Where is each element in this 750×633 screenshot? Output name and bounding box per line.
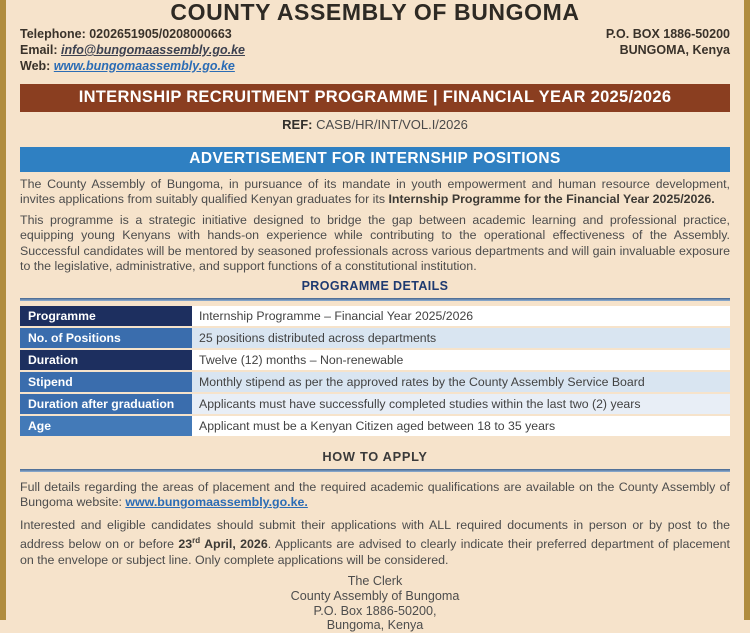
table-row xyxy=(20,416,730,436)
row-label: Programme xyxy=(20,306,192,326)
po-box-line: P.O. BOX 1886-50200 xyxy=(605,27,730,41)
advertisement-banner: ADVERTISEMENT FOR INTERNSHIP POSITIONS xyxy=(20,147,730,172)
table-row xyxy=(20,394,730,416)
web-line xyxy=(20,59,245,75)
address-block xyxy=(20,574,730,632)
document-page xyxy=(6,0,744,633)
deadline-date-rest: April, 2026 xyxy=(200,537,268,552)
row-value: Applicants must have successfully completed studies within the last two (2) years xyxy=(192,394,730,414)
recruitment-banner: INTERNSHIP RECRUITMENT PROGRAMME | FINANCIAL YEAR 2025/2026 xyxy=(20,84,730,112)
address-line-assembly: County Assembly of Bungoma xyxy=(290,588,460,603)
ref-label: REF: xyxy=(282,116,313,132)
programme-details-heading: PROGRAMME DETAILS xyxy=(301,278,449,293)
contact-right-column xyxy=(606,27,730,75)
programme-description-paragraph: This programme is a strategic initiative designed to bridge the gap between academic learning and professional practice, equipping young Kenyans with hands-on experience while contributing to the operational effectiveness of the Assembly. Successful candidates will be mentored by seasoned professionals across various departments and will gain invaluable exposure to the legislative, administrative, and support functions of a constitutional institution. xyxy=(20,212,730,274)
row-label: Duration after graduation xyxy=(20,394,192,414)
intro-paragraph xyxy=(20,177,730,208)
email-link[interactable]: info@bungomaassembly.go.ke xyxy=(61,42,245,57)
row-value: Internship Programme – Financial Year 2025/2026 xyxy=(192,306,730,326)
row-label: Age xyxy=(20,416,192,436)
intro-paragraph-text: The County Assembly of Bungoma, in pursuance of its mandate in youth empowerment and human resource development, invites applications from suitably qualified Kenyan graduates for its xyxy=(20,176,730,207)
deadline-text-after: . Applicants are advised to clearly indicate their preferred department of placement on the envelope or subject line. Only complete applications will be considered. xyxy=(20,537,730,567)
telephone-line: Telephone: 0202651905/0208000663 xyxy=(20,27,232,41)
web-link[interactable]: www.bungomaassembly.go.ke xyxy=(53,58,235,73)
placement-details-paragraph xyxy=(20,480,730,511)
web-label: Web: xyxy=(20,58,54,73)
intro-paragraph-bold: Internship Programme for the Financial Year 2025/2026. xyxy=(388,192,715,207)
table-row xyxy=(20,372,730,394)
how-to-apply-heading: HOW TO APPLY xyxy=(322,448,428,464)
address-line-city: Bungoma, Kenya xyxy=(326,618,424,633)
email-label: Email: xyxy=(20,42,61,57)
row-label: Duration xyxy=(20,350,192,370)
row-value: Applicant must be a Kenyan Citizen aged between 18 to 35 years xyxy=(192,416,730,436)
email-line xyxy=(20,43,245,59)
deadline-ordinal: rd xyxy=(192,536,201,546)
website-link[interactable]: www.bungomaassembly.go.ke. xyxy=(125,495,308,510)
row-value: Twelve (12) months – Non-renewable xyxy=(192,350,730,370)
location-line: BUNGOMA, Kenya xyxy=(619,42,730,57)
table-row xyxy=(20,350,730,372)
table-row xyxy=(20,328,730,350)
address-line-clerk: The Clerk xyxy=(347,574,403,589)
deadline-day: 23 xyxy=(178,537,193,552)
placement-details-text: Full details regarding the areas of placement and the required academic qualifications are available on the County Assembly of Bungoma website: xyxy=(20,479,730,510)
row-value: Monthly stipend as per the approved rates by the County Assembly Service Board xyxy=(192,372,730,392)
row-label: Stipend xyxy=(20,372,192,392)
deadline-paragraph xyxy=(20,518,730,569)
deadline-text-before: Interested and eligible candidates should submit their applications with ALL required documents in person or by post to the address below on or before xyxy=(20,517,730,552)
row-label: No. of Positions xyxy=(20,328,192,348)
ref-value: CASB/HR/INT/VOL.I/2026 xyxy=(312,116,468,132)
address-line-pobox: P.O. Box 1886-50200, xyxy=(313,603,437,618)
page-title: COUNTY ASSEMBLY OF BUNGOMA xyxy=(170,0,580,25)
row-value: 25 positions distributed across departments xyxy=(192,328,730,348)
programme-details-table xyxy=(20,306,730,436)
divider-line xyxy=(20,469,730,472)
divider-line xyxy=(20,298,730,301)
ref-line xyxy=(20,117,730,133)
table-row xyxy=(20,306,730,328)
header-contact-block xyxy=(20,27,730,75)
contact-left-column xyxy=(20,27,245,75)
